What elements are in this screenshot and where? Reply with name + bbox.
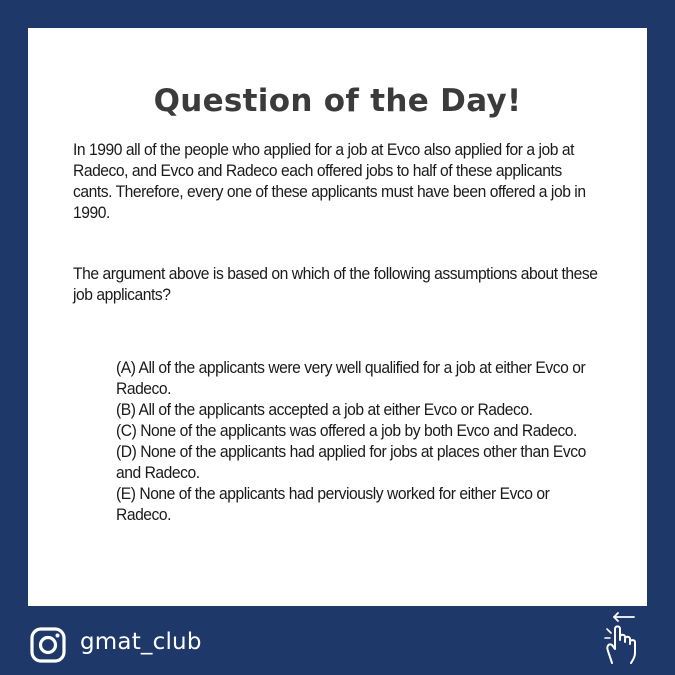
answer-options [116, 357, 604, 525]
answer-option-c[interactable]: (C) None of the applicants was offered a job by both Evco and Radeco. [116, 421, 577, 440]
footer-bar [0, 606, 675, 675]
question-passage: In 1990 all of the people who applied for a job at Evco also applied for a job at Radeco, and Evco and Radeco each offered jobs to half of these applicants cants. Therefore, every one of these applicants must have been offered a job in 1990. [73, 140, 586, 222]
instagram-handle[interactable]: gmat_club [80, 629, 202, 655]
question-prompt: The argument above is based on which of the following assumptions about these job applicants? [73, 264, 598, 304]
answer-option-a[interactable]: (A) All of the applicants were very well qualified for a job at either Evco or Radeco. [116, 358, 586, 398]
instagram-icon[interactable] [30, 627, 66, 663]
answer-option-b[interactable]: (B) All of the applicants accepted a job at either Evco or Radeco. [116, 400, 533, 419]
page-title: Question of the Day! [153, 83, 522, 119]
swipe-hand-icon[interactable] [600, 611, 644, 667]
answer-option-d[interactable]: (D) None of the applicants had applied for jobs at places other than Evco and Radeco. [116, 442, 586, 482]
answer-option-e[interactable]: (E) None of the applicants had perviously worked for either Evco or Radeco. [116, 484, 550, 524]
question-card [28, 28, 647, 606]
